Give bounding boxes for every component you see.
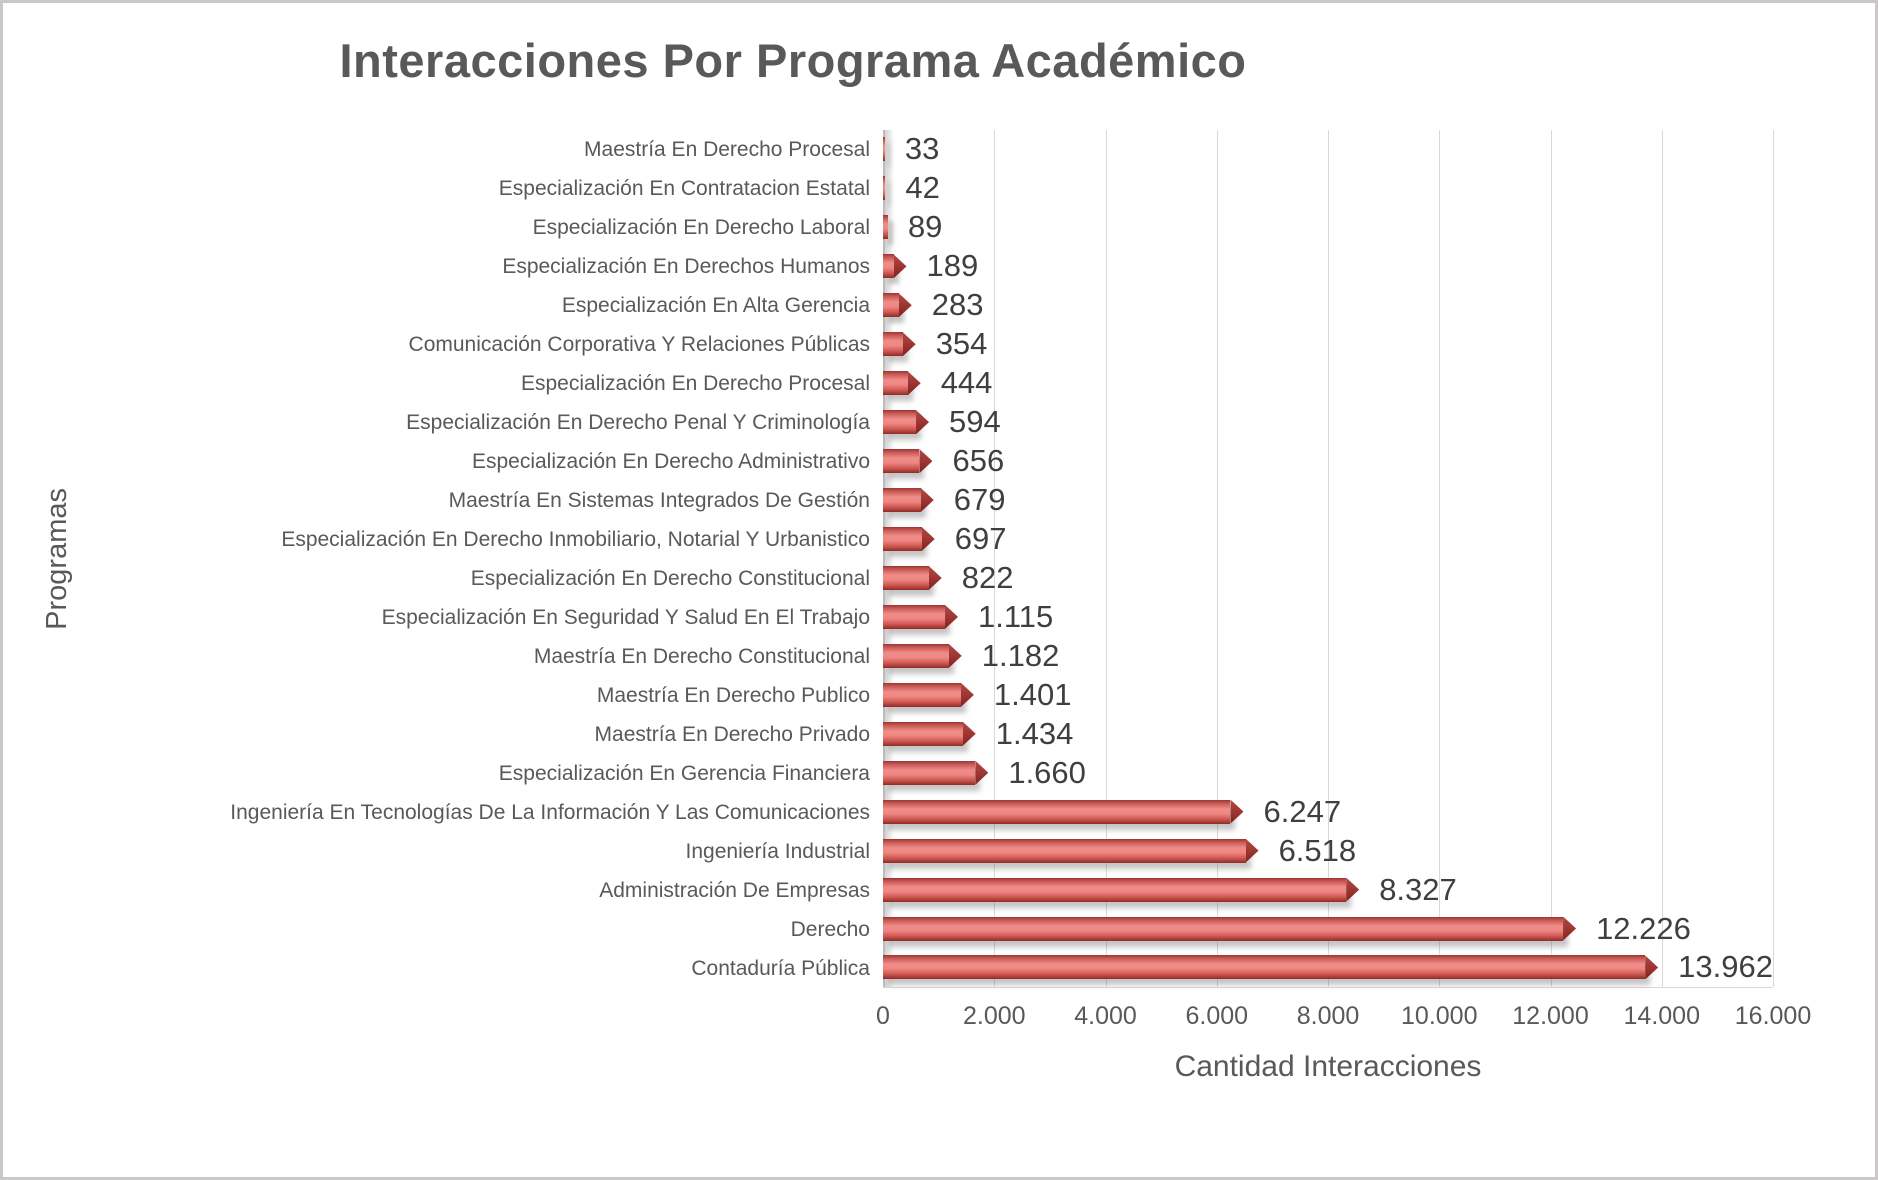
bar-row: [883, 325, 1773, 364]
bar: [883, 332, 903, 356]
y-axis-title-column: [3, 130, 111, 988]
category-label: Ingeniería En Tecnologías De La Información Y Las Comunicaciones: [230, 800, 870, 824]
bar: [883, 293, 899, 317]
bar-value-label: 1.660: [1008, 754, 1086, 790]
category-label: Especialización En Derecho Laboral: [532, 215, 870, 239]
bar-value-label: 679: [953, 482, 1006, 518]
bar-row: [883, 831, 1773, 870]
x-tick-label: 14.000: [1623, 1002, 1700, 1030]
category-label: Especialización En Seguridad Y Salud En El Trabajo: [381, 605, 870, 629]
bar-row: [883, 675, 1773, 714]
bar-row: [883, 364, 1773, 403]
bar-value-label: 89: [907, 209, 943, 245]
bar-row: [883, 597, 1773, 636]
x-axis-title-wrap: [883, 1050, 1773, 1084]
category-label: Maestría En Derecho Procesal: [584, 137, 870, 161]
bar: [883, 410, 916, 434]
category-label: Derecho: [790, 917, 870, 941]
category-label: Especialización En Derecho Inmobiliario, Notarial Y Urbanistico: [281, 527, 870, 551]
bar-value-label: 822: [961, 559, 1014, 595]
bar-value-label: 6.247: [1263, 793, 1342, 829]
category-label: Ingeniería Industrial: [685, 839, 870, 863]
category-labels-column: [111, 130, 883, 988]
category-label: Maestría En Sistemas Integrados De Gestión: [448, 488, 870, 512]
x-axis-title: Cantidad Interacciones: [1174, 1050, 1482, 1083]
bar-value-label: 1.115: [978, 598, 1054, 634]
category-label: Maestría En Derecho Privado: [594, 722, 870, 746]
bar-row: [883, 714, 1773, 753]
bar-value-label: 189: [926, 248, 979, 284]
x-tick-label: 6.000: [1185, 1002, 1249, 1030]
bar-row: [883, 208, 1773, 247]
bar-value-label: 6.518: [1278, 832, 1357, 868]
chart-body: [3, 130, 1875, 988]
bar: [883, 176, 885, 200]
category-label: Maestría En Derecho Constitucional: [533, 644, 870, 668]
bar-row: [883, 948, 1773, 987]
bar-value-label: 12.226: [1596, 910, 1691, 946]
bar-value-label: 13.962: [1678, 949, 1773, 985]
bar-row: [883, 130, 1773, 169]
chart-title: Interacciones Por Programa Académico: [339, 34, 1247, 87]
x-tick-label: 0: [876, 1002, 890, 1030]
bar-row: [883, 403, 1773, 442]
bar: [883, 566, 929, 590]
bar-row: [883, 169, 1773, 208]
bar: [883, 683, 961, 707]
category-label: Especialización En Derecho Administrativo: [471, 449, 870, 473]
bar: [883, 800, 1230, 824]
bar-value-label: 444: [940, 365, 993, 401]
bar: [883, 878, 1346, 902]
x-tick-label: 2.000: [962, 1002, 1026, 1030]
category-label: Contaduría Pública: [691, 956, 870, 980]
bar: [883, 215, 888, 239]
bar-row: [883, 636, 1773, 675]
bar-value-label: 354: [935, 326, 988, 362]
bar: [883, 371, 908, 395]
bar: [883, 955, 1645, 979]
bar-value-label: 1.182: [981, 637, 1060, 673]
bar: [883, 449, 919, 473]
category-label: Especialización En Derechos Humanos: [502, 254, 870, 278]
bar-value-label: 33: [904, 131, 940, 167]
category-label: Especialización En Derecho Procesal: [520, 371, 870, 395]
category-label: Comunicación Corporativa Y Relaciones Públicas: [408, 332, 870, 356]
bar-row: [883, 558, 1773, 597]
bar: [883, 605, 945, 629]
bar: [883, 917, 1563, 941]
x-axis-ticks: [876, 988, 1812, 1034]
bar-value-label: 1.434: [995, 715, 1074, 751]
bar: [883, 839, 1246, 863]
bar-row: [883, 442, 1773, 481]
bar-value-label: 42: [905, 170, 940, 206]
category-label: Especialización En Alta Gerencia: [561, 293, 870, 317]
chart-title-wrap: [3, 33, 1583, 88]
bar-row: [883, 247, 1773, 286]
x-tick-label: 10.000: [1401, 1002, 1478, 1030]
x-tick-label: 4.000: [1074, 1002, 1137, 1030]
category-label: Especialización En Gerencia Financiera: [498, 761, 870, 785]
bar-row: [883, 286, 1773, 325]
bar-row: [883, 870, 1773, 909]
gridline: [1773, 130, 1774, 987]
category-label: Especialización En Contratacion Estatal: [498, 176, 870, 200]
bar-row: [883, 481, 1773, 520]
bar: [883, 137, 885, 161]
bar-value-label: 8.327: [1379, 871, 1457, 907]
category-label: Maestría En Derecho Publico: [596, 683, 870, 707]
x-tick-label: 12.000: [1512, 1002, 1589, 1030]
bar: [883, 254, 894, 278]
bar-rows: [883, 130, 1773, 987]
category-label: Especialización En Derecho Penal Y Criminología: [406, 410, 870, 434]
category-label: Especialización En Derecho Constitucional: [470, 566, 870, 590]
x-tick-label: 16.000: [1734, 1002, 1812, 1030]
x-tick-label: 8.000: [1296, 1002, 1360, 1030]
bar: [883, 722, 963, 746]
bar: [883, 644, 949, 668]
bar: [883, 761, 975, 785]
bar-row: [883, 753, 1773, 792]
category-label: Administración De Empresas: [599, 878, 870, 902]
bar-value-label: 1.401: [993, 676, 1072, 712]
y-axis-title: Programas: [40, 488, 73, 630]
plot-area: [883, 130, 1773, 988]
bar-row: [883, 792, 1773, 831]
bar: [883, 488, 921, 512]
bar-value-label: 656: [952, 443, 1005, 479]
bar-row: [883, 520, 1773, 559]
bar-value-label: 697: [954, 521, 1007, 556]
bar-value-label: 283: [931, 287, 984, 323]
bar-value-label: 594: [949, 404, 1001, 440]
bar-row: [883, 909, 1773, 948]
bar: [883, 527, 922, 551]
